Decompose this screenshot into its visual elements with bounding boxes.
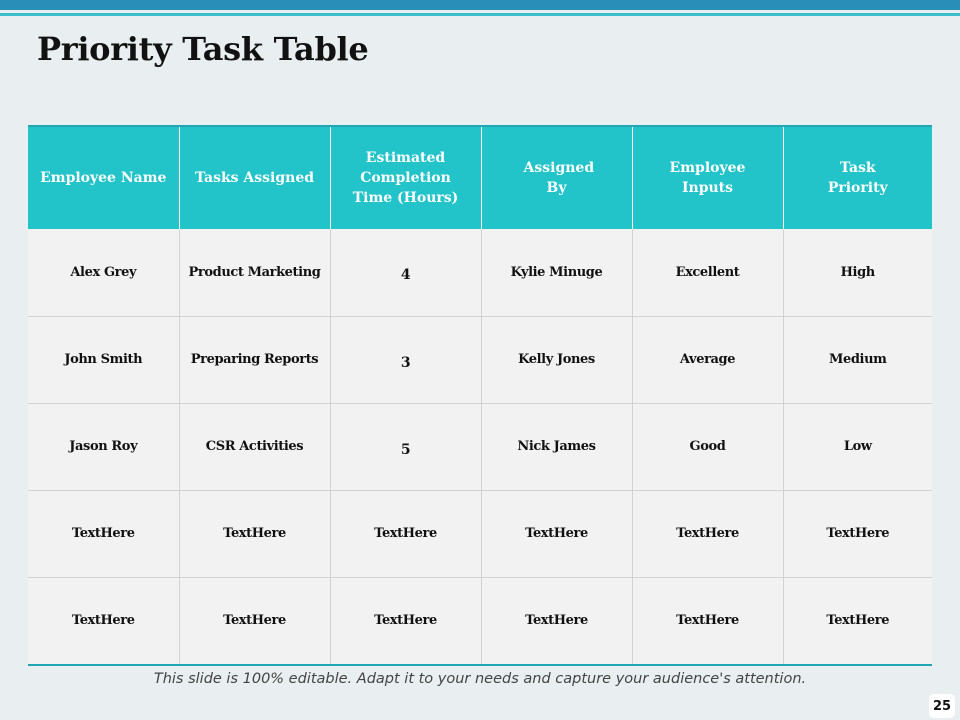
header-task-priority: Task Priority: [783, 127, 932, 229]
header-tasks-assigned: Tasks Assigned: [179, 127, 330, 229]
table-cell: TextHere: [28, 490, 179, 577]
table-row: [28, 490, 932, 577]
header-assigned-by: Assigned By: [481, 127, 632, 229]
page-number: 25: [929, 694, 955, 718]
table-cell: TextHere: [330, 577, 481, 664]
table-cell: TextHere: [179, 490, 330, 577]
table-cell: Average: [632, 316, 783, 403]
table-row: [28, 403, 932, 490]
page-title: Priority Task Table: [37, 30, 369, 68]
top-accent-bar: [0, 0, 960, 10]
table-cell: TextHere: [330, 490, 481, 577]
table-cell: TextHere: [481, 577, 632, 664]
header-employee-name: Employee Name: [28, 127, 179, 229]
table-cell: Alex Grey: [28, 229, 179, 316]
header-employee-inputs: Employee Inputs: [632, 127, 783, 229]
table-cell: 4: [330, 229, 481, 316]
footer-note: This slide is 100% editable. Adapt it to your needs and capture your audience's attention.: [153, 671, 807, 687]
table-header-row: [28, 127, 932, 229]
table-row: [28, 229, 932, 316]
table-cell: TextHere: [28, 577, 179, 664]
table-cell: 5: [330, 403, 481, 490]
table-cell: Medium: [783, 316, 932, 403]
top-accent-line: [0, 13, 960, 16]
table-row: [28, 316, 932, 403]
priority-task-table: [28, 125, 932, 666]
table-cell: High: [783, 229, 932, 316]
table-cell: Product Marketing: [179, 229, 330, 316]
table-cell: Nick James: [481, 403, 632, 490]
table-cell: Good: [632, 403, 783, 490]
table-cell: TextHere: [179, 577, 330, 664]
table-cell: Kylie Minuge: [481, 229, 632, 316]
table-cell: 3: [330, 316, 481, 403]
table-cell: TextHere: [783, 577, 932, 664]
table-cell: TextHere: [632, 577, 783, 664]
table-cell: Jason Roy: [28, 403, 179, 490]
table-row: [28, 577, 932, 664]
table-cell: TextHere: [481, 490, 632, 577]
header-estimated-completion-time: Estimated Completion Time (Hours): [330, 127, 481, 229]
table-cell: Low: [783, 403, 932, 490]
table-cell: Preparing Reports: [179, 316, 330, 403]
table-cell: TextHere: [632, 490, 783, 577]
table-cell: CSR Activities: [179, 403, 330, 490]
table-cell: TextHere: [783, 490, 932, 577]
table-cell: Excellent: [632, 229, 783, 316]
table-cell: John Smith: [28, 316, 179, 403]
table-cell: Kelly Jones: [481, 316, 632, 403]
